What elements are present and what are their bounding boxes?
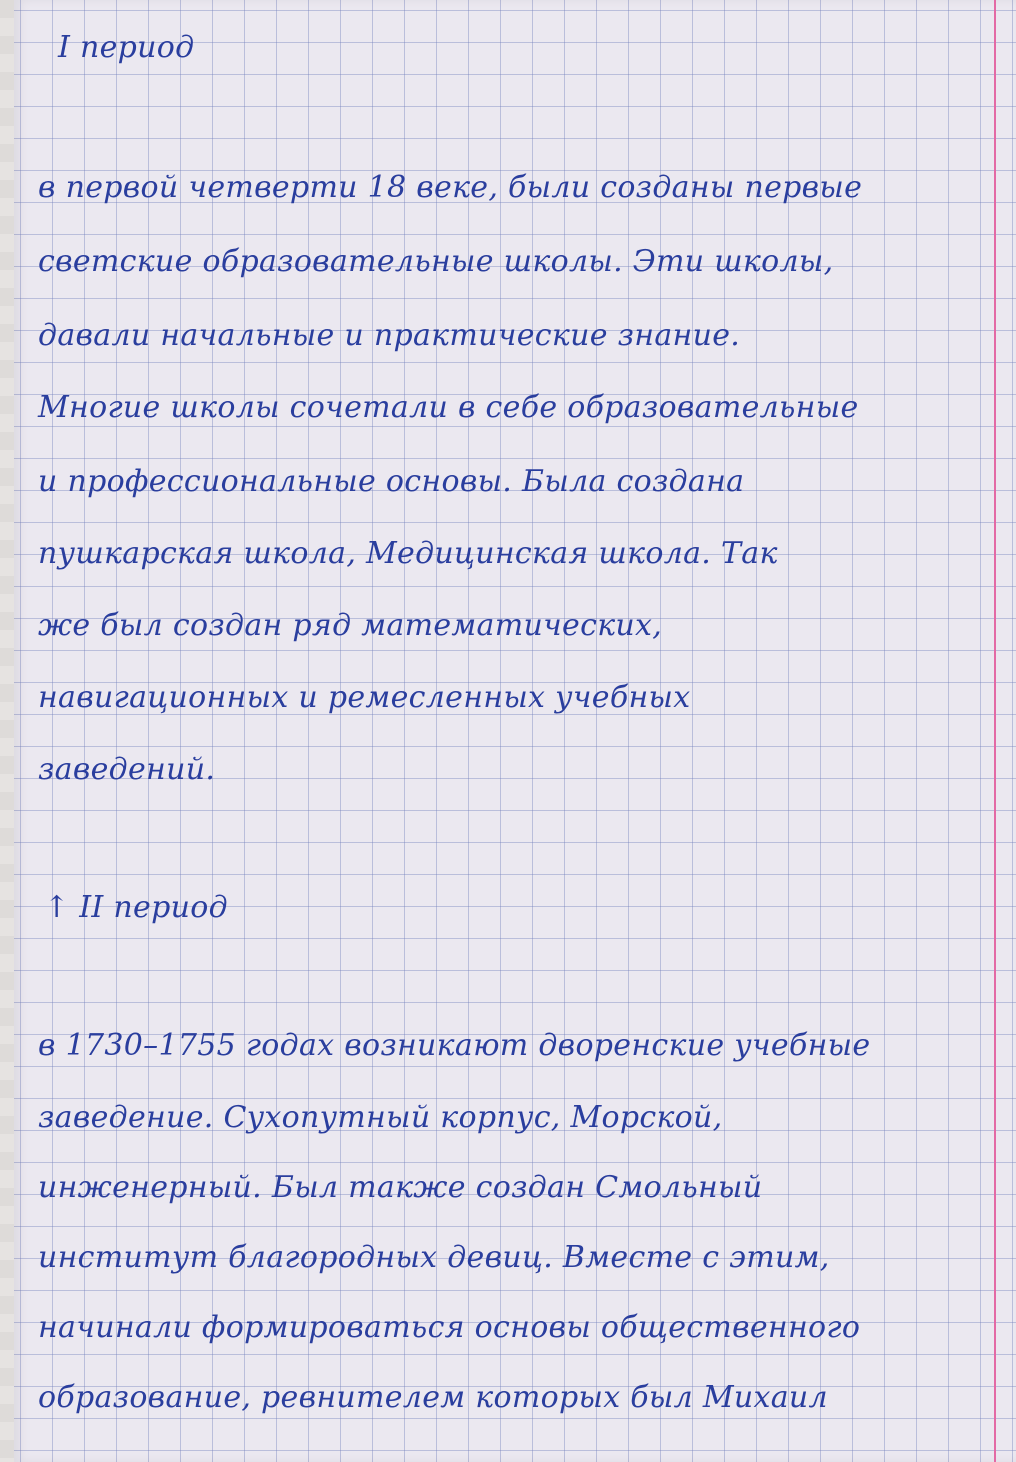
section-1-heading: I период <box>58 30 195 65</box>
section-1-line: Многие школы сочетали в себе образовательные <box>38 390 859 425</box>
section-2-line: в 1730–1755 годах возникают дворенские учебные <box>38 1028 871 1063</box>
page-edge <box>0 0 14 1462</box>
section-2-heading: ↑ II период <box>44 890 228 925</box>
section-1-line: и профессиональные основы. Была создана <box>38 464 745 499</box>
notebook-page <box>14 0 1016 1462</box>
section-2-line: начинали формироваться основы общественного <box>38 1310 861 1345</box>
section-1-line: в первой четверти 18 веке, были созданы первые <box>38 170 863 205</box>
section-2-line: образование, ревнителем которых был Михаил <box>38 1380 828 1415</box>
section-1-line: же был создан ряд математических, <box>38 608 663 643</box>
section-1-line: пушкарская школа, Медицинская школа. Так <box>38 536 778 571</box>
section-1-line: навигационных и ремесленных учебных <box>38 680 691 715</box>
margin-line <box>994 0 996 1462</box>
section-1-line: давали начальные и практические знание. <box>38 318 741 353</box>
section-2-line: институт благородных девиц. Вместе с этим, <box>38 1240 830 1275</box>
section-1-line: заведений. <box>38 752 216 787</box>
section-2-line: заведение. Сухопутный корпус, Морской, <box>38 1100 723 1135</box>
section-1-line: светские образовательные школы. Эти школы, <box>38 244 834 279</box>
section-2-line: инженерный. Был также создан Смольный <box>38 1170 763 1205</box>
